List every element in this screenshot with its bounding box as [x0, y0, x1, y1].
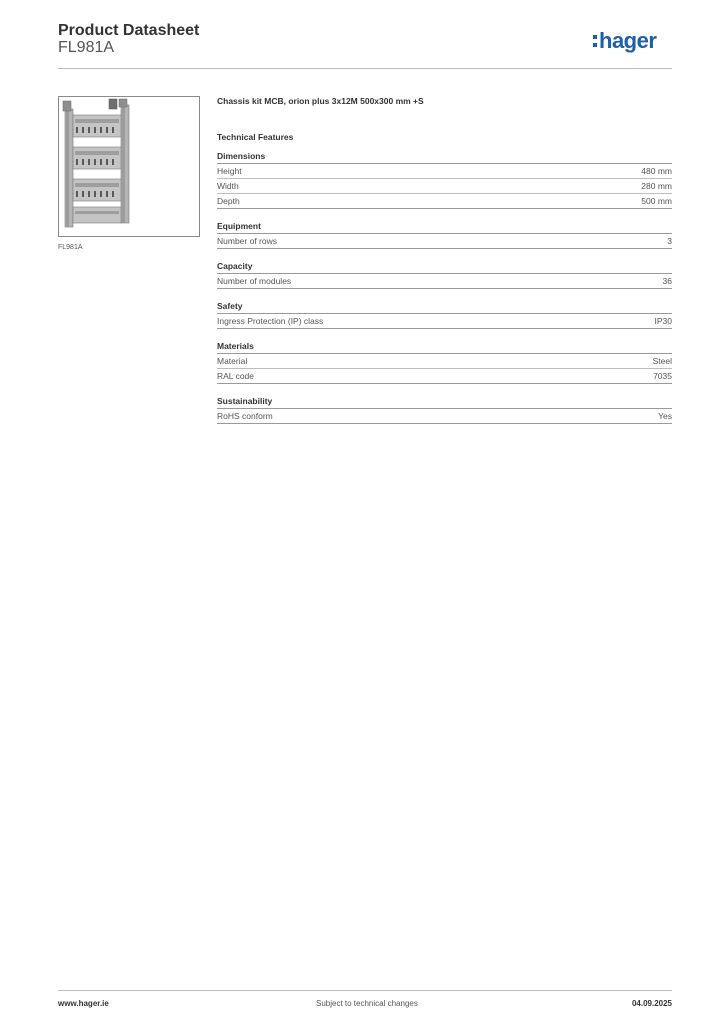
feature-label: Height — [217, 166, 242, 176]
feature-label: Ingress Protection (IP) class — [217, 316, 324, 326]
section-title: Technical Features — [217, 132, 294, 142]
group-title: Sustainability — [217, 390, 672, 409]
feature-value: Steel — [652, 356, 672, 366]
feature-label: Width — [217, 181, 239, 191]
group-title: Materials — [217, 335, 672, 354]
feature-value: 280 mm — [641, 181, 672, 191]
footer-date: 04.09.2025 — [631, 999, 672, 1008]
feature-label: Material — [217, 356, 248, 366]
feature-label: Depth — [217, 196, 240, 206]
feature-group — [217, 145, 672, 209]
feature-row — [217, 234, 672, 249]
product-name: Chassis kit MCB, orion plus 3x12M 500x300 mm +S — [217, 96, 424, 106]
feature-value: 7035 — [653, 371, 672, 381]
feature-row — [217, 179, 672, 194]
product-image — [58, 96, 200, 237]
product-details — [217, 96, 672, 424]
logo-dots-icon — [593, 33, 597, 49]
feature-label: RoHS conform — [217, 411, 273, 421]
feature-row — [217, 194, 672, 209]
feature-label: Number of rows — [217, 236, 277, 246]
group-title: Equipment — [217, 215, 672, 234]
feature-row — [217, 354, 672, 369]
feature-value: IP30 — [654, 316, 672, 326]
feature-group — [217, 215, 672, 249]
footer-divider — [58, 990, 672, 991]
feature-label: Number of modules — [217, 276, 292, 286]
feature-row — [217, 409, 672, 424]
feature-row — [217, 164, 672, 179]
chassis-kit-illustration — [59, 97, 199, 236]
page-title: Product Datasheet — [58, 22, 200, 39]
feature-label: RAL code — [217, 371, 255, 381]
feature-value: 36 — [662, 276, 672, 286]
hager-logo — [593, 28, 656, 54]
image-caption: FL981A — [58, 244, 83, 251]
feature-value: 500 mm — [641, 196, 672, 206]
feature-value: Yes — [658, 411, 672, 421]
feature-value: 3 — [667, 236, 672, 246]
feature-group — [217, 335, 672, 384]
group-title: Capacity — [217, 255, 672, 274]
logo-text: hager — [599, 28, 657, 53]
feature-value: 480 mm — [641, 166, 672, 176]
feature-row — [217, 314, 672, 329]
feature-group — [217, 390, 672, 424]
group-title: Dimensions — [217, 145, 672, 164]
feature-groups — [217, 145, 672, 424]
feature-row — [217, 369, 672, 384]
feature-row — [217, 274, 672, 289]
feature-group — [217, 295, 672, 329]
product-code: FL981A — [58, 39, 115, 56]
feature-group — [217, 255, 672, 289]
header-divider — [58, 68, 672, 69]
group-title: Safety — [217, 295, 672, 314]
footer-notice: Subject to technical changes — [316, 999, 418, 1008]
footer-website-link[interactable]: www.hager.ie — [58, 999, 109, 1008]
